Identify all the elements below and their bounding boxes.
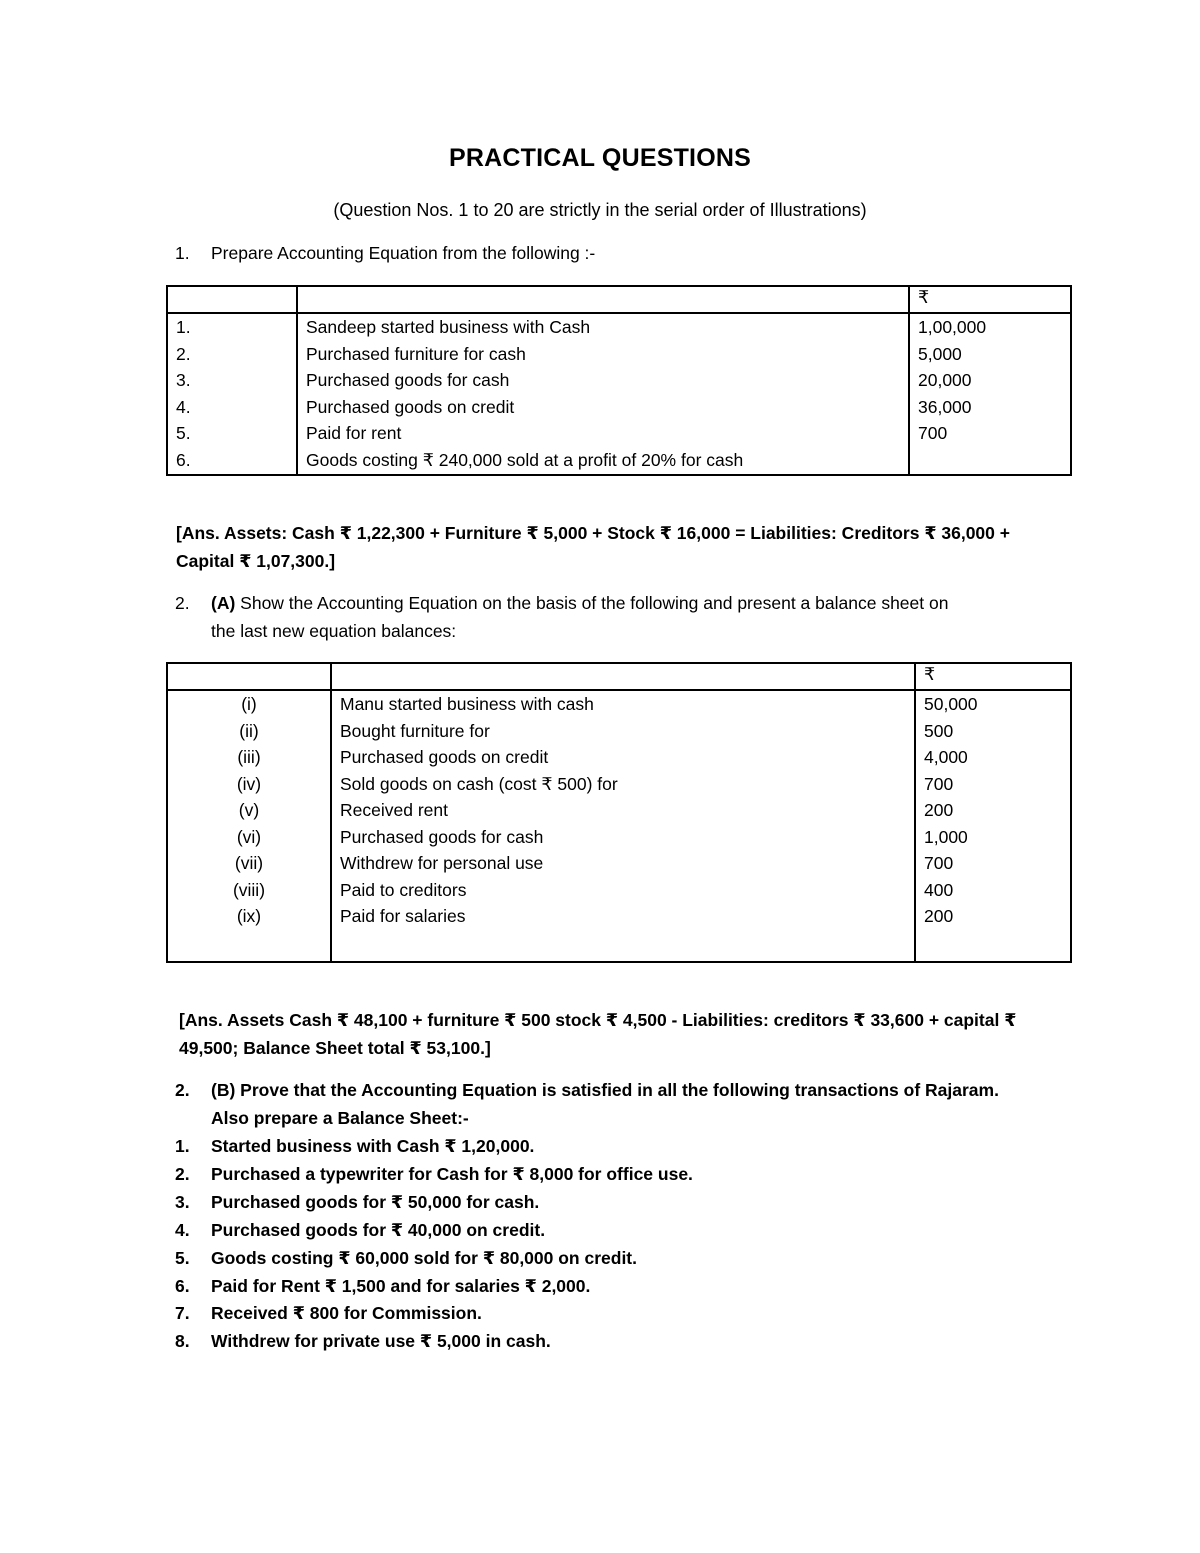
- question-text-line: Also prepare a Balance Sheet:-: [211, 1108, 469, 1128]
- row-description: Paid for salaries: [340, 906, 466, 926]
- list-item-number: 7.: [175, 1303, 190, 1323]
- row-number: (i): [241, 694, 257, 714]
- row-number: 2.: [176, 343, 191, 364]
- question-number: 1.: [175, 243, 190, 263]
- row-number: (ii): [239, 720, 259, 741]
- row-description: Withdrew for personal use: [340, 853, 544, 873]
- page-subtitle: (Question Nos. 1 to 20 are strictly in the serial order of Illustrations): [333, 200, 867, 220]
- answer-line: [Ans. Assets Cash ₹ 48,100 + furniture ₹ 500 stock ₹ 4,500 - Liabilities: creditors ₹ 33,600 + capital ₹: [179, 1010, 1017, 1030]
- currency-header: ₹: [915, 663, 1071, 690]
- row-number: (viii): [232, 879, 266, 900]
- amount-column: [915, 690, 1071, 962]
- row-number: 3.: [176, 370, 191, 390]
- question-text-line: the last new equation balances:: [211, 621, 457, 641]
- list-item-number: 1.: [175, 1136, 190, 1156]
- row-number: 6.: [176, 449, 191, 470]
- question-2a-table: [166, 662, 1072, 963]
- row-description: Purchased furniture for cash: [306, 343, 526, 364]
- question-text-line: Prove that the Accounting Equation is satisfied in all the following transactions of Rajaram.: [240, 1080, 999, 1100]
- question-label: (B): [211, 1080, 236, 1100]
- question-number: 2.: [175, 593, 190, 613]
- row-description: Goods costing ₹ 240,000 sold at a profit of 20% for cash: [306, 449, 744, 470]
- question-2a-answer: [179, 1006, 1079, 1062]
- row-number: 1.: [176, 317, 191, 337]
- row-amount: 36,000: [918, 396, 972, 417]
- list-item-text: Goods costing ₹ 60,000 sold for ₹ 80,000 on credit.: [211, 1248, 637, 1268]
- row-number: (vi): [236, 826, 262, 847]
- row-amount: 400: [924, 879, 954, 900]
- question-1-table: [166, 285, 1072, 476]
- amount-column: [909, 313, 1071, 475]
- row-number: (iv): [236, 773, 262, 794]
- row-amount: 1,000: [924, 826, 968, 847]
- answer-line: [Ans. Assets: Cash ₹ 1,22,300 + Furniture ₹ 5,000 + Stock ₹ 16,000 = Liabilities: Creditors ₹ 36,000 +: [176, 523, 1010, 543]
- question-text: [211, 593, 948, 614]
- list-item-number: 5.: [175, 1248, 190, 1268]
- row-description: Sandeep started business with Cash: [306, 317, 591, 337]
- row-amount: 4,000: [924, 747, 968, 767]
- row-description: Manu started business with cash: [340, 694, 594, 714]
- list-item-text: Withdrew for private use ₹ 5,000 in cash.: [211, 1331, 551, 1351]
- row-description: Paid to creditors: [340, 879, 467, 900]
- question-label: (A): [211, 593, 236, 613]
- row-amount: 1,00,000: [918, 317, 987, 337]
- list-item-number: 4.: [175, 1220, 190, 1240]
- list-item-number: 2.: [175, 1164, 190, 1184]
- answer-line: Capital ₹ 1,07,300.]: [176, 551, 336, 571]
- list-item-number: 3.: [175, 1192, 190, 1212]
- row-number: 5.: [176, 423, 191, 443]
- list-item-text: Purchased a typewriter for Cash for ₹ 8,000 for office use.: [211, 1164, 693, 1184]
- question-text: [211, 1080, 999, 1101]
- row-description: Paid for rent: [306, 423, 402, 443]
- list-item-text: Started business with Cash ₹ 1,20,000.: [211, 1136, 535, 1156]
- row-amount: 700: [924, 853, 954, 873]
- row-amount: [918, 447, 1070, 474]
- row-description: Purchased goods on credit: [306, 396, 515, 417]
- row-description: Bought furniture for: [340, 720, 490, 741]
- list-item-text: Purchased goods for ₹ 40,000 on credit.: [211, 1220, 546, 1240]
- serial-column: [167, 690, 331, 962]
- list-item-text: Paid for Rent ₹ 1,500 and for salaries ₹ 2,000.: [211, 1276, 591, 1296]
- row-amount: 50,000: [924, 694, 978, 714]
- row-amount: 5,000: [918, 343, 962, 364]
- question-text: Prepare Accounting Equation from the following :-: [211, 243, 596, 263]
- description-column: [297, 313, 909, 475]
- currency-header: ₹: [909, 286, 1071, 313]
- row-description: Purchased goods on credit: [340, 747, 549, 767]
- row-description: Sold goods on cash (cost ₹ 500) for: [340, 773, 618, 794]
- list-item-text: Purchased goods for ₹ 50,000 for cash.: [211, 1192, 540, 1212]
- row-number: 4.: [176, 396, 191, 417]
- row-amount: 200: [924, 906, 954, 926]
- answer-line: 49,500; Balance Sheet total ₹ 53,100.]: [179, 1038, 491, 1058]
- list-item-number: 8.: [175, 1331, 190, 1351]
- row-amount: 20,000: [918, 370, 972, 390]
- question-1-answer: [176, 519, 1076, 575]
- description-column: [331, 690, 915, 962]
- row-description: Purchased goods for cash: [340, 826, 544, 847]
- question-text-line: Show the Accounting Equation on the basis of the following and present a balance sheet on: [240, 593, 949, 613]
- row-amount: 200: [924, 800, 954, 820]
- row-number: (ix): [236, 906, 262, 926]
- row-description: Received rent: [340, 800, 448, 820]
- row-number: (v): [238, 800, 260, 820]
- row-amount: 500: [924, 720, 954, 741]
- row-number: (vii): [234, 853, 264, 873]
- row-description: Purchased goods for cash: [306, 370, 510, 390]
- page-title: PRACTICAL QUESTIONS: [449, 144, 751, 172]
- row-number: (iii): [237, 747, 261, 767]
- serial-column: [167, 313, 297, 475]
- list-item-text: Received ₹ 800 for Commission.: [211, 1303, 482, 1323]
- row-amount: 700: [918, 423, 948, 443]
- list-item-number: 6.: [175, 1276, 190, 1296]
- row-amount: 700: [924, 773, 954, 794]
- question-number: 2.: [175, 1080, 190, 1100]
